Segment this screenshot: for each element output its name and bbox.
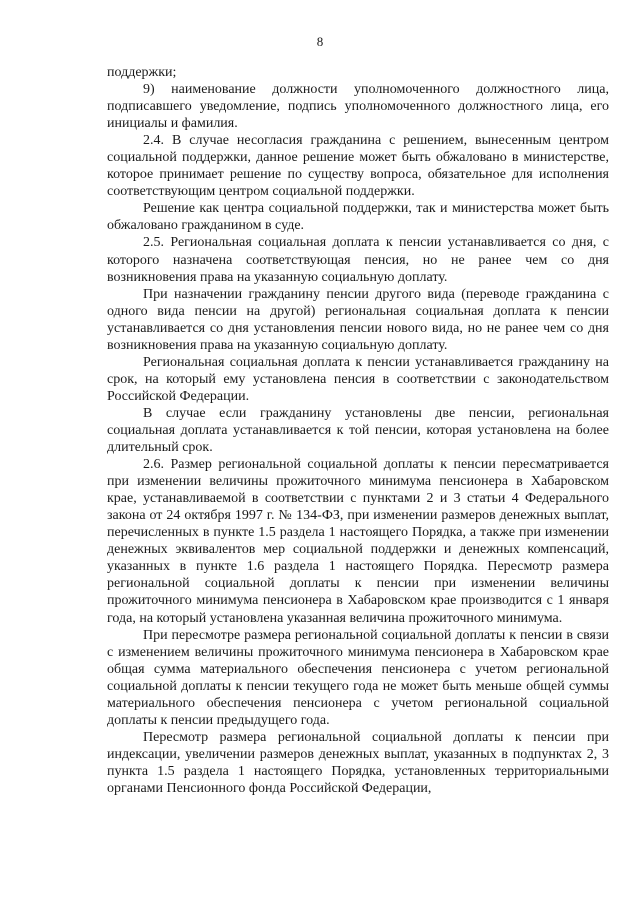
paragraph: При пересмотре размера региональной социальной доплаты к пенсии в связи с изменением величины прожиточного минимума пенсионера в Хабаровском крае общая сумма материального обеспечения пенсионера с учетом региональной социальной доплаты к пенсии текущего года не может быть меньше общей суммы материального обеспечения пенсионера с учетом региональной социальной доплаты к пенсии предыдущего года. bbox=[107, 627, 609, 728]
paragraph: 2.4. В случае несогласия гражданина с решением, вынесенным центром социальной поддержки, данное решение может быть обжаловано в министерстве, которое принимает решение по существу вопроса, обязательное для исполнения соответствующим центром социальной поддержки. bbox=[107, 133, 609, 200]
paragraph: поддержки; bbox=[107, 65, 177, 80]
paragraph: Решение как центра социальной поддержки, так и министерства может быть обжаловано гражданином в суде. bbox=[107, 201, 609, 234]
paragraph: 2.6. Размер региональной социальной доплаты к пенсии пересматривается при изменении величины прожиточного минимума пенсионера в Хабаровском крае, устанавливаемой в соответствии с пунктами 2 и 3 статьи 4 Федерального закона от 24 октября 1997 г. № 134-ФЗ, при изменении размеров денежных выплат, перечисленных в пункте 1.5 раздела 1 настоящего Порядка, а также при изменении денежных эквивалентов мер социальной поддержки и денежных компенсаций, указанных в пункте 1.6 раздела 1 настоящего Порядка. Пересмотр размера региональной социальной доплаты к пенсии при изменении величины прожиточного минимума пенсионера в Хабаровском крае производится с 1 января года, на который установлена указанная величина прожиточного минимума. bbox=[107, 457, 609, 626]
paragraph: 2.5. Региональная социальная доплата к пенсии устанавливается со дня, с которого назначена соответствующая пенсия, но не ранее чем со дня возникновения права на указанную социальную доплату. bbox=[107, 235, 609, 285]
paragraph: 9) наименование должности уполномоченного должностного лица, подписавшего уведомление, подпись уполномоченного должностного лица, его инициалы и фамилия. bbox=[107, 82, 609, 132]
paragraph: В случае если гражданину установлены две пенсии, региональная социальная доплата устанавливается к той пенсии, которая установлена на более длительный срок. bbox=[107, 405, 609, 456]
paragraph: При назначении гражданину пенсии другого вида (переводе гражданина с одного вида пенсии на другой) региональная социальная доплата к пенсии устанавливается со дня установления пенсии нового вида, но не ранее чем со дня возникновения права на указанную социальную доплату. bbox=[107, 286, 609, 353]
page-number: 8 bbox=[316, 34, 324, 49]
paragraph: Региональная социальная доплата к пенсии устанавливается гражданину на срок, на который ему установлена пенсия в соответствии с законодательством Российской Федерации. bbox=[107, 354, 609, 404]
paragraph: Пересмотр размера региональной социальной доплаты к пенсии при индексации, увеличении размеров денежных выплат, указанных в подпунктах 2, 3 пункта 1.5 раздела 1 настоящего Порядка, установленных территориальными органами Пенсионного фонда Российской Федерации, bbox=[107, 729, 609, 796]
document-body bbox=[107, 64, 609, 797]
